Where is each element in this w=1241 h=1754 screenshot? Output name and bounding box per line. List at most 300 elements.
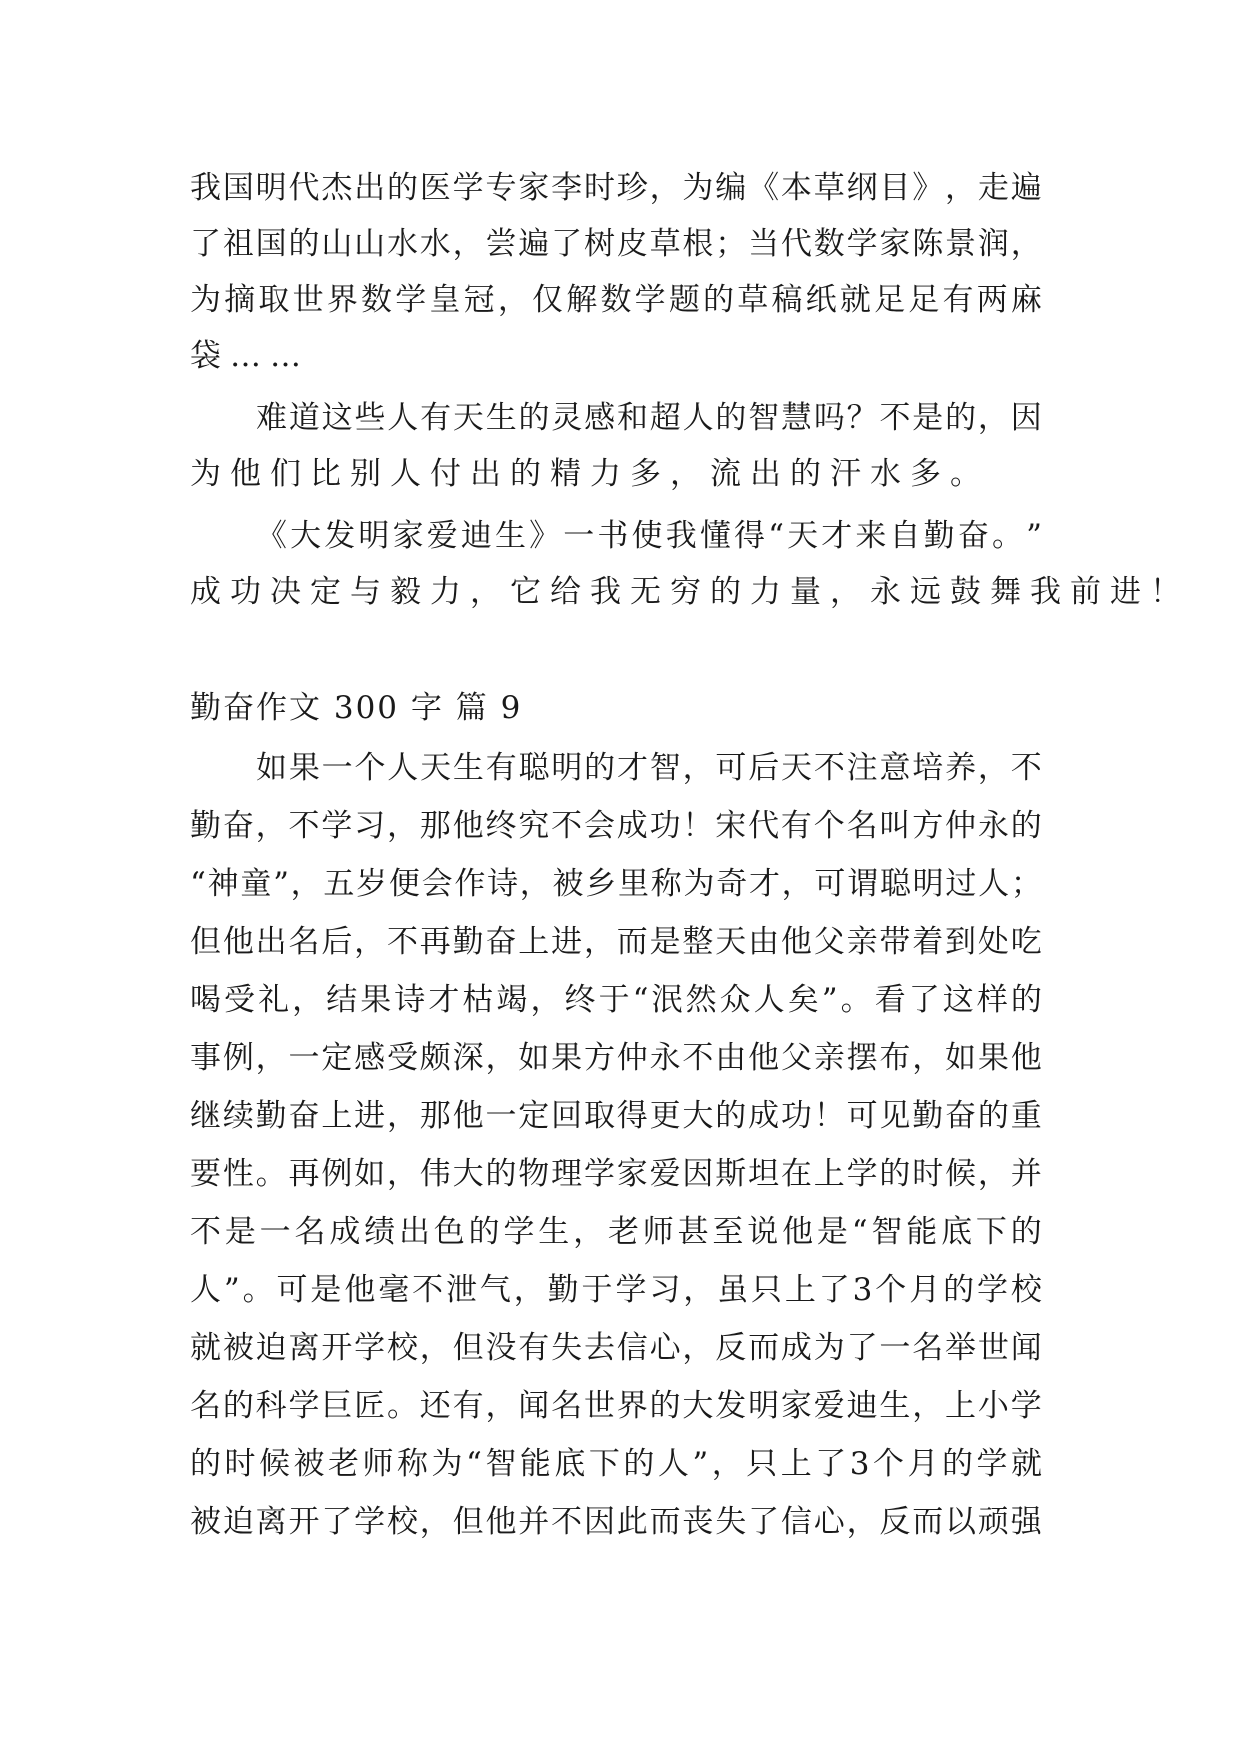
glyph: 天 <box>452 400 484 436</box>
glyph: 还 <box>419 1388 451 1424</box>
glyph: 老 <box>607 1214 639 1250</box>
glyph: 我 <box>190 170 221 206</box>
glyph: 只 <box>746 1446 778 1482</box>
glyph: ， <box>682 750 714 786</box>
glyph: 。 <box>255 1156 287 1192</box>
glyph: 天 <box>781 750 812 786</box>
glyph: 吃 <box>1010 924 1042 960</box>
glyph: 举 <box>945 1330 977 1366</box>
glyph: 明 <box>551 750 583 786</box>
glyph: 他 <box>452 808 484 844</box>
glyph: 润 <box>977 226 1009 262</box>
glyph: 功 <box>780 1098 812 1134</box>
glyph: 因 <box>682 1156 714 1192</box>
glyph: 名 <box>190 1388 221 1424</box>
glyph: 去 <box>583 1330 615 1366</box>
glyph: 在 <box>780 1156 812 1192</box>
glyph: 大 <box>290 518 322 554</box>
glyph: ， <box>683 1272 715 1308</box>
glyph: 家 <box>879 226 911 262</box>
glyph: 是 <box>816 1214 848 1250</box>
glyph: 泯 <box>651 982 683 1018</box>
glyph: 这 <box>942 982 974 1018</box>
glyph: 为 <box>431 1446 463 1482</box>
glyph: 月 <box>909 1272 941 1308</box>
glyph: 》 <box>912 170 944 206</box>
glyph: 颇 <box>419 1040 451 1076</box>
glyph: 学 <box>583 1156 615 1192</box>
glyph: 摆 <box>846 1040 878 1076</box>
glyph: ， <box>519 866 551 902</box>
glyph: 一 <box>879 1330 911 1366</box>
glyph: 学 <box>321 808 353 844</box>
glyph: 的 <box>1010 808 1042 844</box>
paragraph-line <box>0 564 1241 620</box>
glyph: 不 <box>386 924 418 960</box>
glyph: 学 <box>354 1330 386 1366</box>
glyph: 后 <box>321 924 353 960</box>
glyph: 的 <box>584 750 616 786</box>
glyph: 如 <box>945 1040 977 1076</box>
glyph: 更 <box>649 1098 681 1134</box>
glyph: 些 <box>354 400 386 436</box>
glyph: 迪 <box>846 1388 878 1424</box>
glyph: 可 <box>276 1272 308 1308</box>
glyph: 的 <box>190 1446 221 1482</box>
paragraph-line <box>0 328 1241 384</box>
glyph: 绩 <box>364 1214 396 1250</box>
glyph: 爱 <box>813 1388 845 1424</box>
glyph: 成 <box>329 1214 361 1250</box>
glyph: 明 <box>912 866 944 902</box>
glyph: 的 <box>945 400 977 436</box>
glyph: 喝 <box>190 982 221 1018</box>
glyph: 国 <box>255 226 287 262</box>
justified-text <box>190 856 1042 912</box>
paragraph-line <box>0 1030 1241 1086</box>
glyph: 能 <box>519 1446 551 1482</box>
glyph: 着 <box>912 924 944 960</box>
glyph: 习 <box>354 808 386 844</box>
glyph: 离 <box>255 1504 287 1540</box>
glyph: 数 <box>600 282 632 318</box>
glyph: 的 <box>879 1156 911 1192</box>
paragraph-line <box>0 1436 1241 1492</box>
glyph: 勤 <box>452 924 484 960</box>
glyph: 而 <box>616 924 648 960</box>
glyph: 的 <box>977 1098 1009 1134</box>
glyph: 水 <box>419 226 451 262</box>
glyph: 智 <box>649 750 681 786</box>
glyph: 物 <box>518 1156 550 1192</box>
glyph: 迫 <box>222 1504 254 1540</box>
glyph: 他 <box>748 1040 780 1076</box>
glyph: 老 <box>328 1446 359 1482</box>
glyph: 因 <box>1010 400 1042 436</box>
glyph: 学 <box>452 170 484 206</box>
glyph: 稿 <box>771 282 803 318</box>
glyph: 为 <box>190 282 221 318</box>
glyph: 便 <box>388 866 420 902</box>
glyph: 奇 <box>716 866 748 902</box>
glyph: 尝 <box>485 226 517 262</box>
glyph: 进 <box>551 924 583 960</box>
glyph: 天 <box>420 750 452 786</box>
glyph: 。 <box>386 1388 418 1424</box>
glyph: 上 <box>321 1098 353 1134</box>
glyph: 科 <box>255 1388 287 1424</box>
glyph: 界 <box>326 282 358 318</box>
glyph: 整 <box>682 924 714 960</box>
glyph: 谓 <box>847 866 879 902</box>
glyph: 3 <box>852 1272 873 1308</box>
glyph: 永 <box>649 1040 681 1076</box>
glyph: 不 <box>1010 750 1042 786</box>
glyph: ； <box>1010 866 1042 902</box>
glyph: 世 <box>977 1330 1009 1366</box>
glyph: 里 <box>618 866 649 902</box>
glyph: 可 <box>715 750 747 786</box>
glyph: 学 <box>354 1504 386 1540</box>
glyph: 回 <box>551 1098 583 1134</box>
glyph: 乡 <box>585 866 617 902</box>
glyph: 家 <box>518 170 550 206</box>
glyph: 然 <box>685 982 717 1018</box>
glyph: 坦 <box>748 1156 780 1192</box>
paragraph-line <box>0 1262 1241 1318</box>
glyph: 伟 <box>419 1156 451 1192</box>
glyph: 亲 <box>813 1040 845 1076</box>
glyph: 有 <box>485 750 517 786</box>
glyph: 被 <box>222 1330 254 1366</box>
glyph: 不 <box>551 1504 583 1540</box>
glyph: 方 <box>583 1040 615 1076</box>
glyph: 结 <box>326 982 358 1018</box>
glyph: 毫 <box>378 1272 410 1308</box>
glyph: 名 <box>551 1388 583 1424</box>
glyph: 为 <box>683 866 715 902</box>
glyph: 才 <box>616 750 648 786</box>
glyph: ， <box>1010 226 1042 262</box>
glyph: 父 <box>780 1040 812 1076</box>
glyph: 甚 <box>677 1214 709 1250</box>
paragraph-line <box>0 390 1241 446</box>
glyph: 校 <box>386 1504 418 1540</box>
glyph: ， <box>255 1040 287 1076</box>
glyph: 名 <box>846 808 878 844</box>
glyph: 学 <box>846 226 878 262</box>
glyph: 了 <box>551 226 583 262</box>
glyph: 虽 <box>717 1272 749 1308</box>
paragraph-line <box>0 1204 1241 1260</box>
justified-text <box>190 1436 1042 1492</box>
glyph: 离 <box>288 1330 320 1366</box>
glyph: 智 <box>485 1446 517 1482</box>
glyph: 家 <box>780 1388 812 1424</box>
glyph: 本 <box>780 170 812 206</box>
glyph: 。 <box>840 982 872 1018</box>
glyph: ！ <box>813 1098 845 1134</box>
glyph: 一 <box>563 518 595 554</box>
glyph: ” <box>1026 518 1042 554</box>
glyph: 取 <box>258 282 290 318</box>
glyph: 勤 <box>912 1098 944 1134</box>
glyph: ， <box>977 400 1009 436</box>
glyph: 感 <box>354 1040 386 1076</box>
glyph: 称 <box>397 1446 428 1482</box>
glyph: 注 <box>846 750 878 786</box>
glyph: ； <box>715 226 747 262</box>
glyph: 个 <box>813 808 845 844</box>
glyph: ， <box>255 808 287 844</box>
glyph: 摘 <box>224 282 256 318</box>
justified-text <box>256 740 1042 796</box>
glyph: 的 <box>649 1388 681 1424</box>
glyph: ， <box>497 282 529 318</box>
glyph: 人 <box>753 982 785 1018</box>
glyph: 有 <box>518 1330 550 1366</box>
glyph: 取 <box>583 1098 615 1134</box>
glyph: 的 <box>623 1446 655 1482</box>
glyph: 学 <box>634 282 666 318</box>
glyph: 聪 <box>518 750 550 786</box>
glyph: 世 <box>583 1388 615 1424</box>
glyph: 五 <box>323 866 355 902</box>
glyph: 大 <box>682 1388 714 1424</box>
glyph: ， <box>513 1272 545 1308</box>
paragraph-line <box>0 1494 1241 1550</box>
glyph: 勤 <box>190 808 221 844</box>
glyph: 》 <box>529 518 561 554</box>
glyph: 祖 <box>222 226 254 262</box>
paragraph-line <box>0 508 1241 564</box>
glyph: 他 <box>1010 1040 1042 1076</box>
glyph: 处 <box>977 924 1009 960</box>
glyph: 的 <box>943 1272 975 1308</box>
glyph: 3 <box>849 1446 870 1482</box>
glyph: 为 <box>813 1330 845 1366</box>
glyph: 山 <box>354 226 386 262</box>
glyph: 上 <box>780 1446 812 1482</box>
paragraph-line <box>0 740 1241 796</box>
glyph: 界 <box>616 1388 648 1424</box>
paragraph-text: 成功决定与毅力，它给我无穷的力量，永远鼓舞我前进！ <box>190 574 1190 610</box>
glyph: 后 <box>748 750 780 786</box>
glyph: 失 <box>551 1330 583 1366</box>
glyph: 奋 <box>945 1098 977 1134</box>
glyph: 没 <box>485 1330 517 1366</box>
glyph: 于 <box>598 982 630 1018</box>
glyph: ， <box>711 1446 743 1482</box>
glyph: 校 <box>386 1330 418 1366</box>
glyph: 不 <box>813 750 845 786</box>
glyph: 代 <box>288 170 320 206</box>
glyph: 巨 <box>321 1388 353 1424</box>
justified-text <box>190 272 1042 328</box>
glyph: 仲 <box>945 808 977 844</box>
glyph: ” <box>273 866 289 902</box>
glyph: 并 <box>518 1504 550 1540</box>
glyph: ， <box>290 866 322 902</box>
glyph: ， <box>292 982 324 1018</box>
glyph: 个 <box>875 1272 907 1308</box>
glyph: 但 <box>452 1330 484 1366</box>
glyph: 了 <box>190 226 221 262</box>
glyph: 习 <box>649 1272 681 1308</box>
glyph: 专 <box>485 170 517 206</box>
glyph: 他 <box>782 1214 814 1250</box>
paragraph-line <box>0 1320 1241 1376</box>
glyph: ， <box>386 1156 418 1192</box>
glyph: 有 <box>420 400 452 436</box>
glyph: 皇 <box>429 282 461 318</box>
glyph: 功 <box>649 808 681 844</box>
glyph: 懂 <box>699 518 731 554</box>
justified-text <box>190 1030 1042 1086</box>
glyph: 草 <box>813 170 845 206</box>
glyph: 家 <box>616 1156 648 1192</box>
glyph: 代 <box>780 226 812 262</box>
glyph: 失 <box>715 1504 747 1540</box>
glyph: ， <box>649 170 681 206</box>
glyph: ” <box>692 1446 709 1482</box>
glyph: 感 <box>584 400 616 436</box>
paragraph-line <box>0 798 1241 854</box>
glyph: ， <box>945 170 977 206</box>
glyph: 名 <box>294 1214 326 1250</box>
glyph: 李 <box>551 170 583 206</box>
justified-text <box>256 390 1042 446</box>
glyph: 带 <box>879 924 911 960</box>
glyph: 书 <box>597 518 629 554</box>
glyph: 此 <box>616 1504 648 1540</box>
justified-text <box>190 914 1042 970</box>
glyph: 超 <box>649 400 681 436</box>
glyph: 珍 <box>616 170 648 206</box>
glyph: 方 <box>912 808 944 844</box>
glyph: ， <box>583 924 615 960</box>
justified-text <box>190 1378 1042 1434</box>
glyph: 不 <box>879 400 911 436</box>
glyph: 竭 <box>496 982 528 1018</box>
glyph: 的 <box>1010 1214 1042 1250</box>
glyph: 终 <box>564 982 596 1018</box>
glyph: 重 <box>1010 1098 1042 1134</box>
glyph: 目 <box>879 170 911 206</box>
glyph: 而 <box>912 1504 944 1540</box>
glyph: 永 <box>977 808 1009 844</box>
glyph: 《 <box>748 170 780 206</box>
glyph: 小 <box>977 1388 1009 1424</box>
glyph: 一 <box>259 1214 291 1250</box>
glyph: 底 <box>554 1446 586 1482</box>
glyph: 闻 <box>518 1388 550 1424</box>
glyph: 师 <box>362 1446 394 1482</box>
glyph: 个 <box>354 750 386 786</box>
glyph: ， <box>530 982 562 1018</box>
glyph: 色 <box>433 1214 465 1250</box>
glyph: 纲 <box>846 170 878 206</box>
glyph: 因 <box>583 1504 615 1540</box>
glyph: 不 <box>190 1214 221 1250</box>
glyph: 天 <box>787 518 819 554</box>
glyph: 数 <box>361 282 393 318</box>
glyph: 可 <box>814 866 846 902</box>
glyph: 世 <box>292 282 324 318</box>
glyph: 数 <box>813 226 845 262</box>
glyph: 是 <box>310 1272 342 1308</box>
glyph: 陈 <box>912 226 944 262</box>
glyph: 只 <box>751 1272 782 1308</box>
glyph: 是 <box>912 400 944 436</box>
glyph: ， <box>386 808 418 844</box>
section-title-line <box>0 680 1241 736</box>
glyph: 的 <box>715 400 747 436</box>
glyph: 会 <box>421 866 453 902</box>
glyph: 名 <box>912 1330 944 1366</box>
glyph: 养 <box>945 750 977 786</box>
glyph: 迫 <box>255 1330 287 1366</box>
glyph: 发 <box>324 518 356 554</box>
glyph: 说 <box>747 1214 779 1250</box>
glyph: 继 <box>190 1098 221 1134</box>
glyph: 反 <box>715 1330 747 1366</box>
glyph: 吗 <box>813 400 845 436</box>
glyph: 作 <box>454 866 486 902</box>
glyph: 不 <box>412 1272 444 1308</box>
glyph: 生 <box>452 750 484 786</box>
glyph: 果 <box>977 1040 1009 1076</box>
glyph: 果 <box>360 982 392 1018</box>
glyph: 学 <box>615 1272 647 1308</box>
glyph: 定 <box>518 1098 550 1134</box>
glyph: 到 <box>945 924 977 960</box>
glyph: 仅 <box>532 282 564 318</box>
glyph: 如 <box>256 750 287 786</box>
glyph: 人 <box>657 1446 689 1482</box>
paragraph-line <box>0 446 1241 502</box>
glyph: 但 <box>452 1504 484 1540</box>
glyph: 礼 <box>258 982 290 1018</box>
glyph: 受 <box>386 1040 418 1076</box>
paragraph-line <box>0 160 1241 216</box>
glyph: ， <box>912 1388 944 1424</box>
justified-text <box>190 1088 1042 1144</box>
glyph: 来 <box>855 518 887 554</box>
glyph: 难 <box>256 400 287 436</box>
glyph: 布 <box>879 1040 911 1076</box>
glyph: 诗 <box>487 866 519 902</box>
glyph: ， <box>419 1504 451 1540</box>
glyph: 有 <box>780 808 812 844</box>
glyph: “ <box>466 1446 482 1482</box>
glyph: 为 <box>682 170 714 206</box>
glyph: 匠 <box>354 1388 386 1424</box>
glyph: 不 <box>682 1040 714 1076</box>
justified-text <box>256 508 1042 564</box>
paragraph-line <box>0 272 1241 328</box>
glyph: 样 <box>976 982 1008 1018</box>
glyph: 意 <box>879 750 911 786</box>
glyph: 成 <box>748 1098 780 1134</box>
glyph: 纸 <box>805 282 837 318</box>
glyph: 上 <box>813 1156 845 1192</box>
glyph: 过 <box>945 866 977 902</box>
glyph: 使 <box>631 518 663 554</box>
glyph: 草 <box>737 282 769 318</box>
glyph: 受 <box>224 982 256 1018</box>
glyph: 如 <box>354 1156 386 1192</box>
